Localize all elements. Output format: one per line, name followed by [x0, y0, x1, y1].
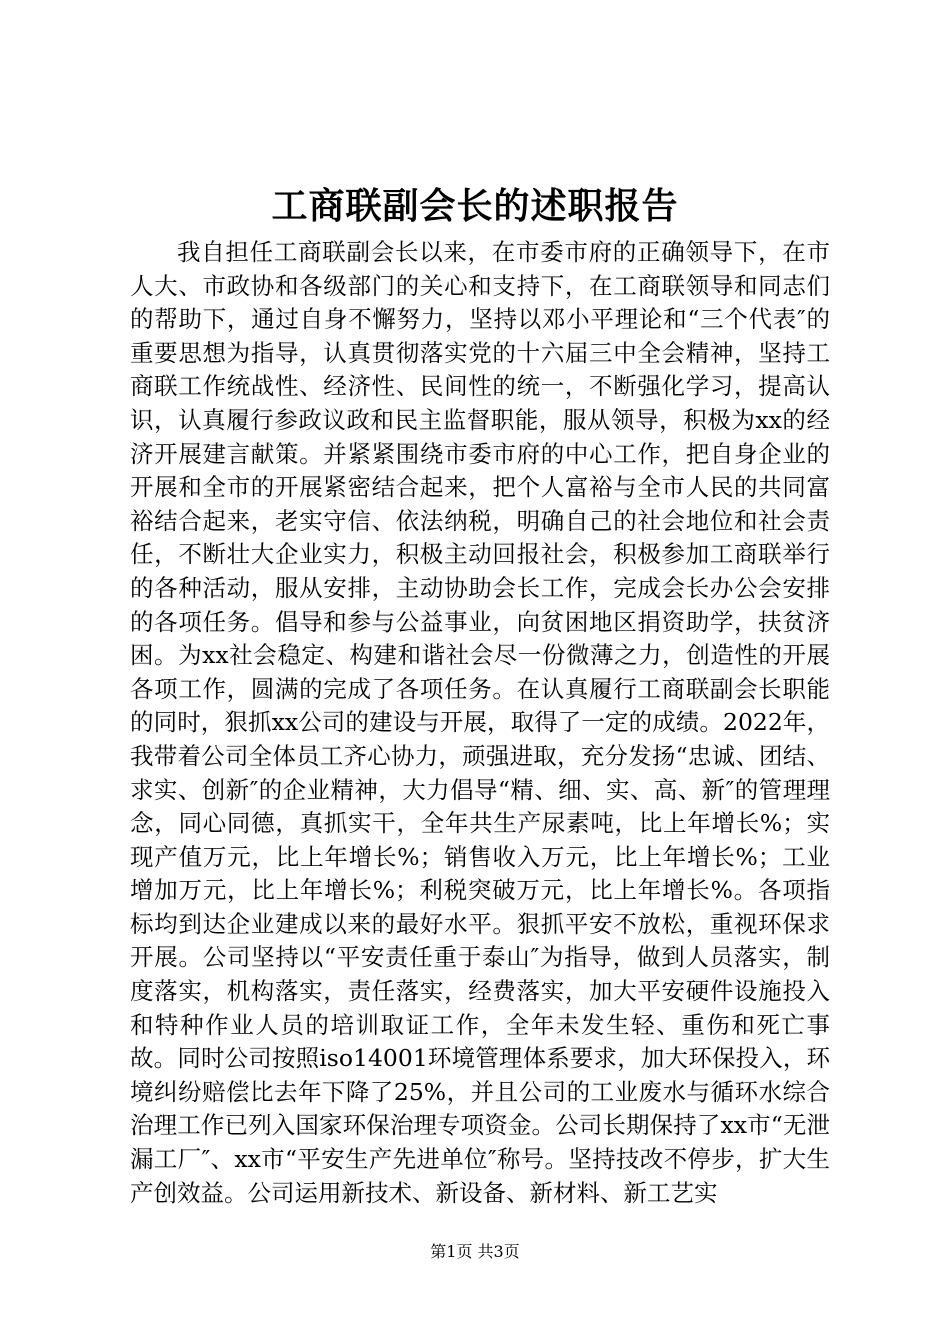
document-title: 工商联副会长的述职报告 [271, 185, 679, 227]
body-paragraph: 我自担任工商联副会长以来，在市委市府的正确领导下，在市人大、市政协和各级部门的关心和支持下，在工商联领导和同志们的帮助下，通过自身不懈努力，坚持以邓小平理论和“三个代表″的重要思想为指导，认真贯彻落实党的十六届三中全会精神，坚持工商联工作统战性、经济性、民间性的统一，不断强化学习，提高认识，认真履行参政议政和民主监督职能，服从领导，积极为xx的经济开展建言献策。并紧紧围绕市委市府的中心工作，把自身企业的开展和全市的开展紧密结合起来，把个人富裕与全市人民的共同富裕结合起来，老实守信、依法纳税，明确自己的社会地位和社会责任，不断壮大企业实力，积极主动回报社会，积极参加工商联举行的各种活动，服从安排，主动协助会长工作，完成会长办公会安排的各项任务。倡导和参与公益事业，向贫困地区捐资助学，扶贫济困。为xx社会稳定、构建和谐社会尽一份微薄之力，创造性的开展各项工作，圆满的完成了各项任务。在认真履行工商联副会长职能的同时，狠抓xx公司的建设与开展，取得了一定的成绩。2022年，我带着公司全体员工齐心协力，顽强进取，充分发扬“忠诚、团结、求实、创新″的企业精神，大力倡导“精、细、实、高、新″的管理理念，同心同德，真抓实干，全年共生产尿素吨，比上年增长%；实现产值万元，比上年增长%；销售收入万元，比上年增长%；工业增加万元，比上年增长%；利税突破万元，比上年增长%。各项指标均到达企业建成以来的最好水平。狠抓平安不放松，重视环保求开展。公司坚持以“平安责任重于泰山″为指导，做到人员落实，制度落实，机构落实，责任落实，经费落实，加大平安硬件设施投入和特种作业人员的培训取证工作，全年未发生轻、重伤和死亡事故。同时公司按照iso14001环境管理体系要求，加大环保投入，环境纠纷赔偿比去年下降了25%，并且公司的工业废水与循环水综合治理工作已列入国家环保治理专项资金。公司长期保持了xx市“无泄漏工厂″、xx市“平安生产先进单位″称号。坚持技改不停步，扩大生产创效益。公司运用新技术、新设备、新材料、新工艺实 [130, 238, 830, 1207]
page-footer: 第1页 共3页 [430, 1242, 520, 1261]
